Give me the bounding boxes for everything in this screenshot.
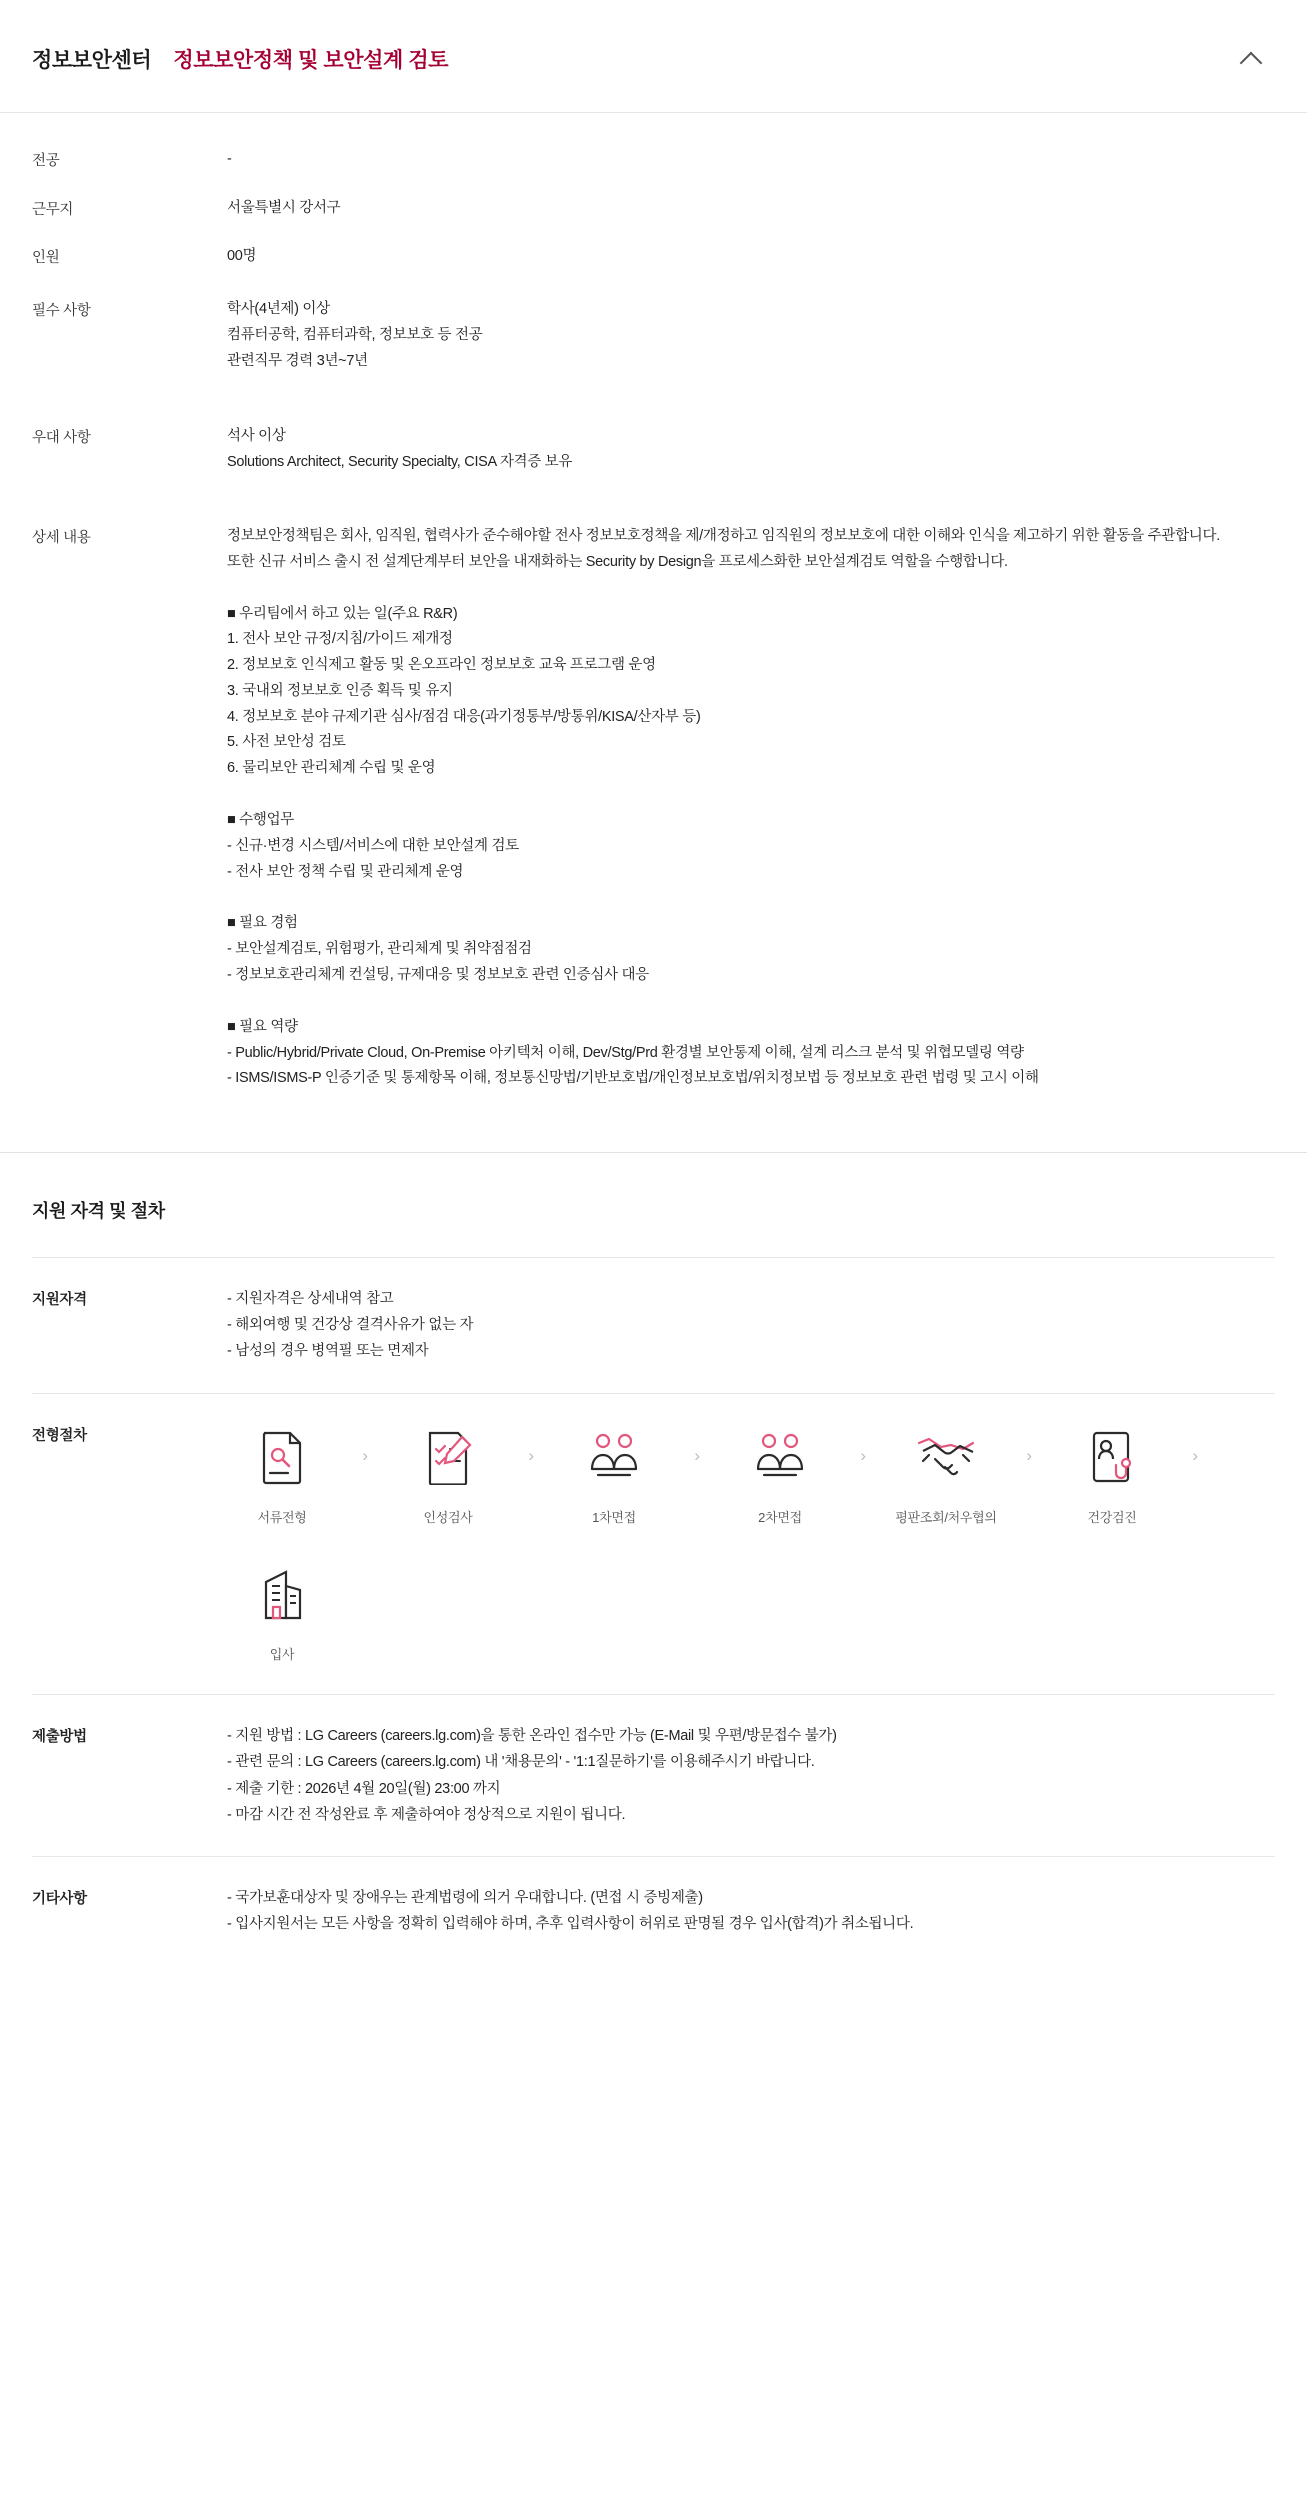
process-arrow: ›: [528, 1446, 534, 1466]
row-required-label: 필수 사항: [32, 302, 91, 319]
row-description-value: [227, 524, 1275, 1092]
row-process: [32, 1393, 1275, 1695]
description-intro: [227, 524, 1275, 576]
process-line-1: [227, 1422, 1275, 1529]
process-arrow: ›: [1192, 1446, 1198, 1466]
submission-line: - 마감 시간 전 작성완료 후 제출하여야 정상적으로 지원이 됩니다.: [227, 1806, 626, 1823]
block-item: 3. 국내외 정보보호 인증 획득 및 유지: [227, 682, 453, 699]
row-process-label: 전형절차: [32, 1427, 87, 1444]
department-name: 정보보안센터: [32, 49, 152, 72]
process-step-personality-test: [393, 1422, 503, 1529]
row-submission-value: [227, 1723, 1275, 1827]
row-description-label: 상세 내용: [32, 529, 91, 546]
row-major: [32, 147, 1275, 174]
apply-section: [0, 1153, 1307, 1965]
required-line: 컴퓨터공학, 컴퓨터과학, 정보보호 등 전공: [227, 326, 483, 343]
process-step-label: 평판조회/처우협의: [895, 1509, 997, 1525]
row-location: [32, 196, 1275, 223]
building-icon: [227, 1559, 337, 1629]
required-line: 학사(4년제) 이상: [227, 300, 330, 317]
block-item: - Public/Hybrid/Private Cloud, On-Premise 아키텍처 이해, Dev/Stg/Prd 환경별 보안통제 이해, 설계 리스크 분석 및 위협모델링 역량: [227, 1044, 1024, 1061]
block-item: 5. 사전 보안성 검토: [227, 734, 346, 751]
row-qualification: [32, 1257, 1275, 1392]
process-steps: [227, 1422, 1275, 1667]
apply-heading: 지원 자격 및 절차: [32, 1201, 165, 1222]
description-block: [227, 911, 1275, 988]
description-block: [227, 808, 1275, 885]
submission-line: - 제출 기한 : 2026년 4월 20일(월) 23:00 까지: [227, 1780, 501, 1797]
block-item: 1. 전사 보안 규정/지침/가이드 제개정: [227, 631, 453, 648]
row-headcount-value: 00명: [227, 248, 257, 265]
row-etc-value: [227, 1885, 1275, 1937]
chevron-up-icon[interactable]: [1239, 46, 1265, 72]
block-item: - 보안설계검토, 위험평가, 관리체계 및 취약점점검: [227, 941, 532, 958]
process-line-2: [227, 1559, 1275, 1666]
required-line: 관련직무 경력 3년~7년: [227, 352, 368, 369]
row-location-label: 근무지: [32, 201, 74, 218]
process-step-health-check: [1057, 1422, 1167, 1529]
row-location-value: 서울특별시 강서구: [227, 199, 341, 216]
process-step-document-screening: [227, 1422, 337, 1529]
submission-line: - 관련 문의 : LG Careers (careers.lg.com) 내 '채용문의' - '1:1질문하기'를 이용해주시기 바랍니다.: [227, 1754, 815, 1771]
row-headcount-label: 인원: [32, 250, 60, 267]
row-submission: [32, 1694, 1275, 1855]
row-qualification-label: 지원자격: [32, 1292, 87, 1309]
block-title: ■ 수행업무: [227, 812, 295, 829]
description-block: [227, 602, 1275, 783]
handshake-icon: [891, 1422, 1001, 1492]
bottom-padding: [0, 1965, 1307, 2035]
process-step-label: 1차면접: [592, 1509, 636, 1525]
section-gap: [0, 1092, 1307, 1152]
row-preferred-label: 우대 사항: [32, 430, 91, 447]
row-preferred-value: [227, 424, 1275, 476]
row-description: [32, 524, 1275, 1092]
two-people-icon: [725, 1422, 835, 1492]
process-step-join: [227, 1559, 337, 1666]
row-submission-label: 제출방법: [32, 1729, 87, 1746]
etc-line: - 입사지원서는 모든 사항을 정확히 입력해야 하며, 추후 입력사항이 허위로 판명될 경우 입사(합격)가 취소됩니다.: [227, 1915, 914, 1932]
block-item: 4. 정보보호 분야 규제기관 심사/점검 대응(과기정통부/방통위/KISA/산자부 등): [227, 708, 701, 725]
process-step-first-interview: [559, 1422, 669, 1529]
preferred-line: 석사 이상: [227, 428, 286, 445]
process-arrow: ›: [860, 1446, 866, 1466]
process-step-reference-check: [891, 1422, 1001, 1529]
process-step-label: 입사: [269, 1646, 295, 1662]
process-step-label: 건강검진: [1087, 1509, 1137, 1525]
row-etc-label: 기타사항: [32, 1890, 87, 1907]
row-required: [32, 297, 1275, 374]
job-header[interactable]: [0, 0, 1307, 113]
preferred-line: Solutions Architect, Security Specialty, CISA 자격증 보유: [227, 454, 573, 471]
block-item: 6. 물리보안 관리체계 수립 및 운영: [227, 760, 436, 777]
intro-line: 또한 신규 서비스 출시 전 설계단계부터 보안을 내재화하는 Security by Design을 프로세스화한 보안설계검토 역할을 수행합니다.: [227, 553, 1008, 570]
two-people-icon: [559, 1422, 669, 1492]
row-major-value: -: [227, 151, 232, 167]
process-step-second-interview: [725, 1422, 835, 1529]
block-title: ■ 필요 역량: [227, 1018, 298, 1035]
qualification-line: - 해외여행 및 건강상 결격사유가 없는 자: [227, 1317, 474, 1334]
row-qualification-value: [227, 1286, 1275, 1364]
health-check-icon: [1057, 1422, 1167, 1492]
qualification-line: - 지원자격은 상세내역 참고: [227, 1291, 394, 1308]
process-arrow: ›: [1026, 1446, 1032, 1466]
job-title: 정보보안정책 및 보안설계 검토: [173, 49, 449, 72]
document-person-icon: [227, 1422, 337, 1492]
process-step-label: 서류전형: [257, 1509, 307, 1525]
row-preferred: [32, 424, 1275, 476]
row-headcount: [32, 244, 1275, 271]
row-major-label: 전공: [32, 153, 60, 169]
description-block: [227, 1015, 1275, 1092]
block-item: - 전사 보안 정책 수립 및 관리체계 운영: [227, 863, 464, 880]
process-step-label: 인성검사: [423, 1509, 473, 1525]
block-item: - ISMS/ISMS-P 인증기준 및 통제항목 이해, 정보통신망법/기반보호법/개인정보보호법/위치정보법 등 정보보호 관련 법령 및 고시 이해: [227, 1070, 1039, 1087]
block-title: ■ 우리팀에서 하고 있는 일(주요 R&R): [227, 605, 458, 622]
block-item: 2. 정보보호 인식제고 활동 및 온오프라인 정보보호 교육 프로그램 운영: [227, 657, 656, 674]
etc-line: - 국가보훈대상자 및 장애우는 관계법령에 의거 우대합니다. (면접 시 증빙제출): [227, 1889, 703, 1906]
row-required-value: [227, 297, 1275, 374]
checklist-pencil-icon: [393, 1422, 503, 1492]
job-detail-table: [0, 113, 1307, 1092]
process-arrow: ›: [694, 1446, 700, 1466]
intro-line: 정보보안정책팀은 회사, 임직원, 협력사가 준수해야할 전사 정보보호정책을 제/개정하고 임직원의 정보보호에 대한 이해와 인식을 제고하기 위한 활동을 주관합니다.: [227, 527, 1220, 544]
block-item: - 신규·변경 시스템/서비스에 대한 보안설계 검토: [227, 837, 519, 854]
row-etc: [32, 1856, 1275, 1965]
block-title: ■ 필요 경험: [227, 915, 298, 932]
process-arrow: ›: [362, 1446, 368, 1466]
qualification-line: - 남성의 경우 병역필 또는 면제자: [227, 1343, 429, 1360]
submission-line: - 지원 방법 : LG Careers (careers.lg.com)을 통한 온라인 접수만 가능 (E-Mail 및 우편/방문접수 불가): [227, 1728, 837, 1745]
process-step-label: 2차면접: [758, 1509, 802, 1525]
block-item: - 정보보호관리체계 컨설팅, 규제대응 및 정보보호 관련 인증심사 대응: [227, 967, 649, 984]
